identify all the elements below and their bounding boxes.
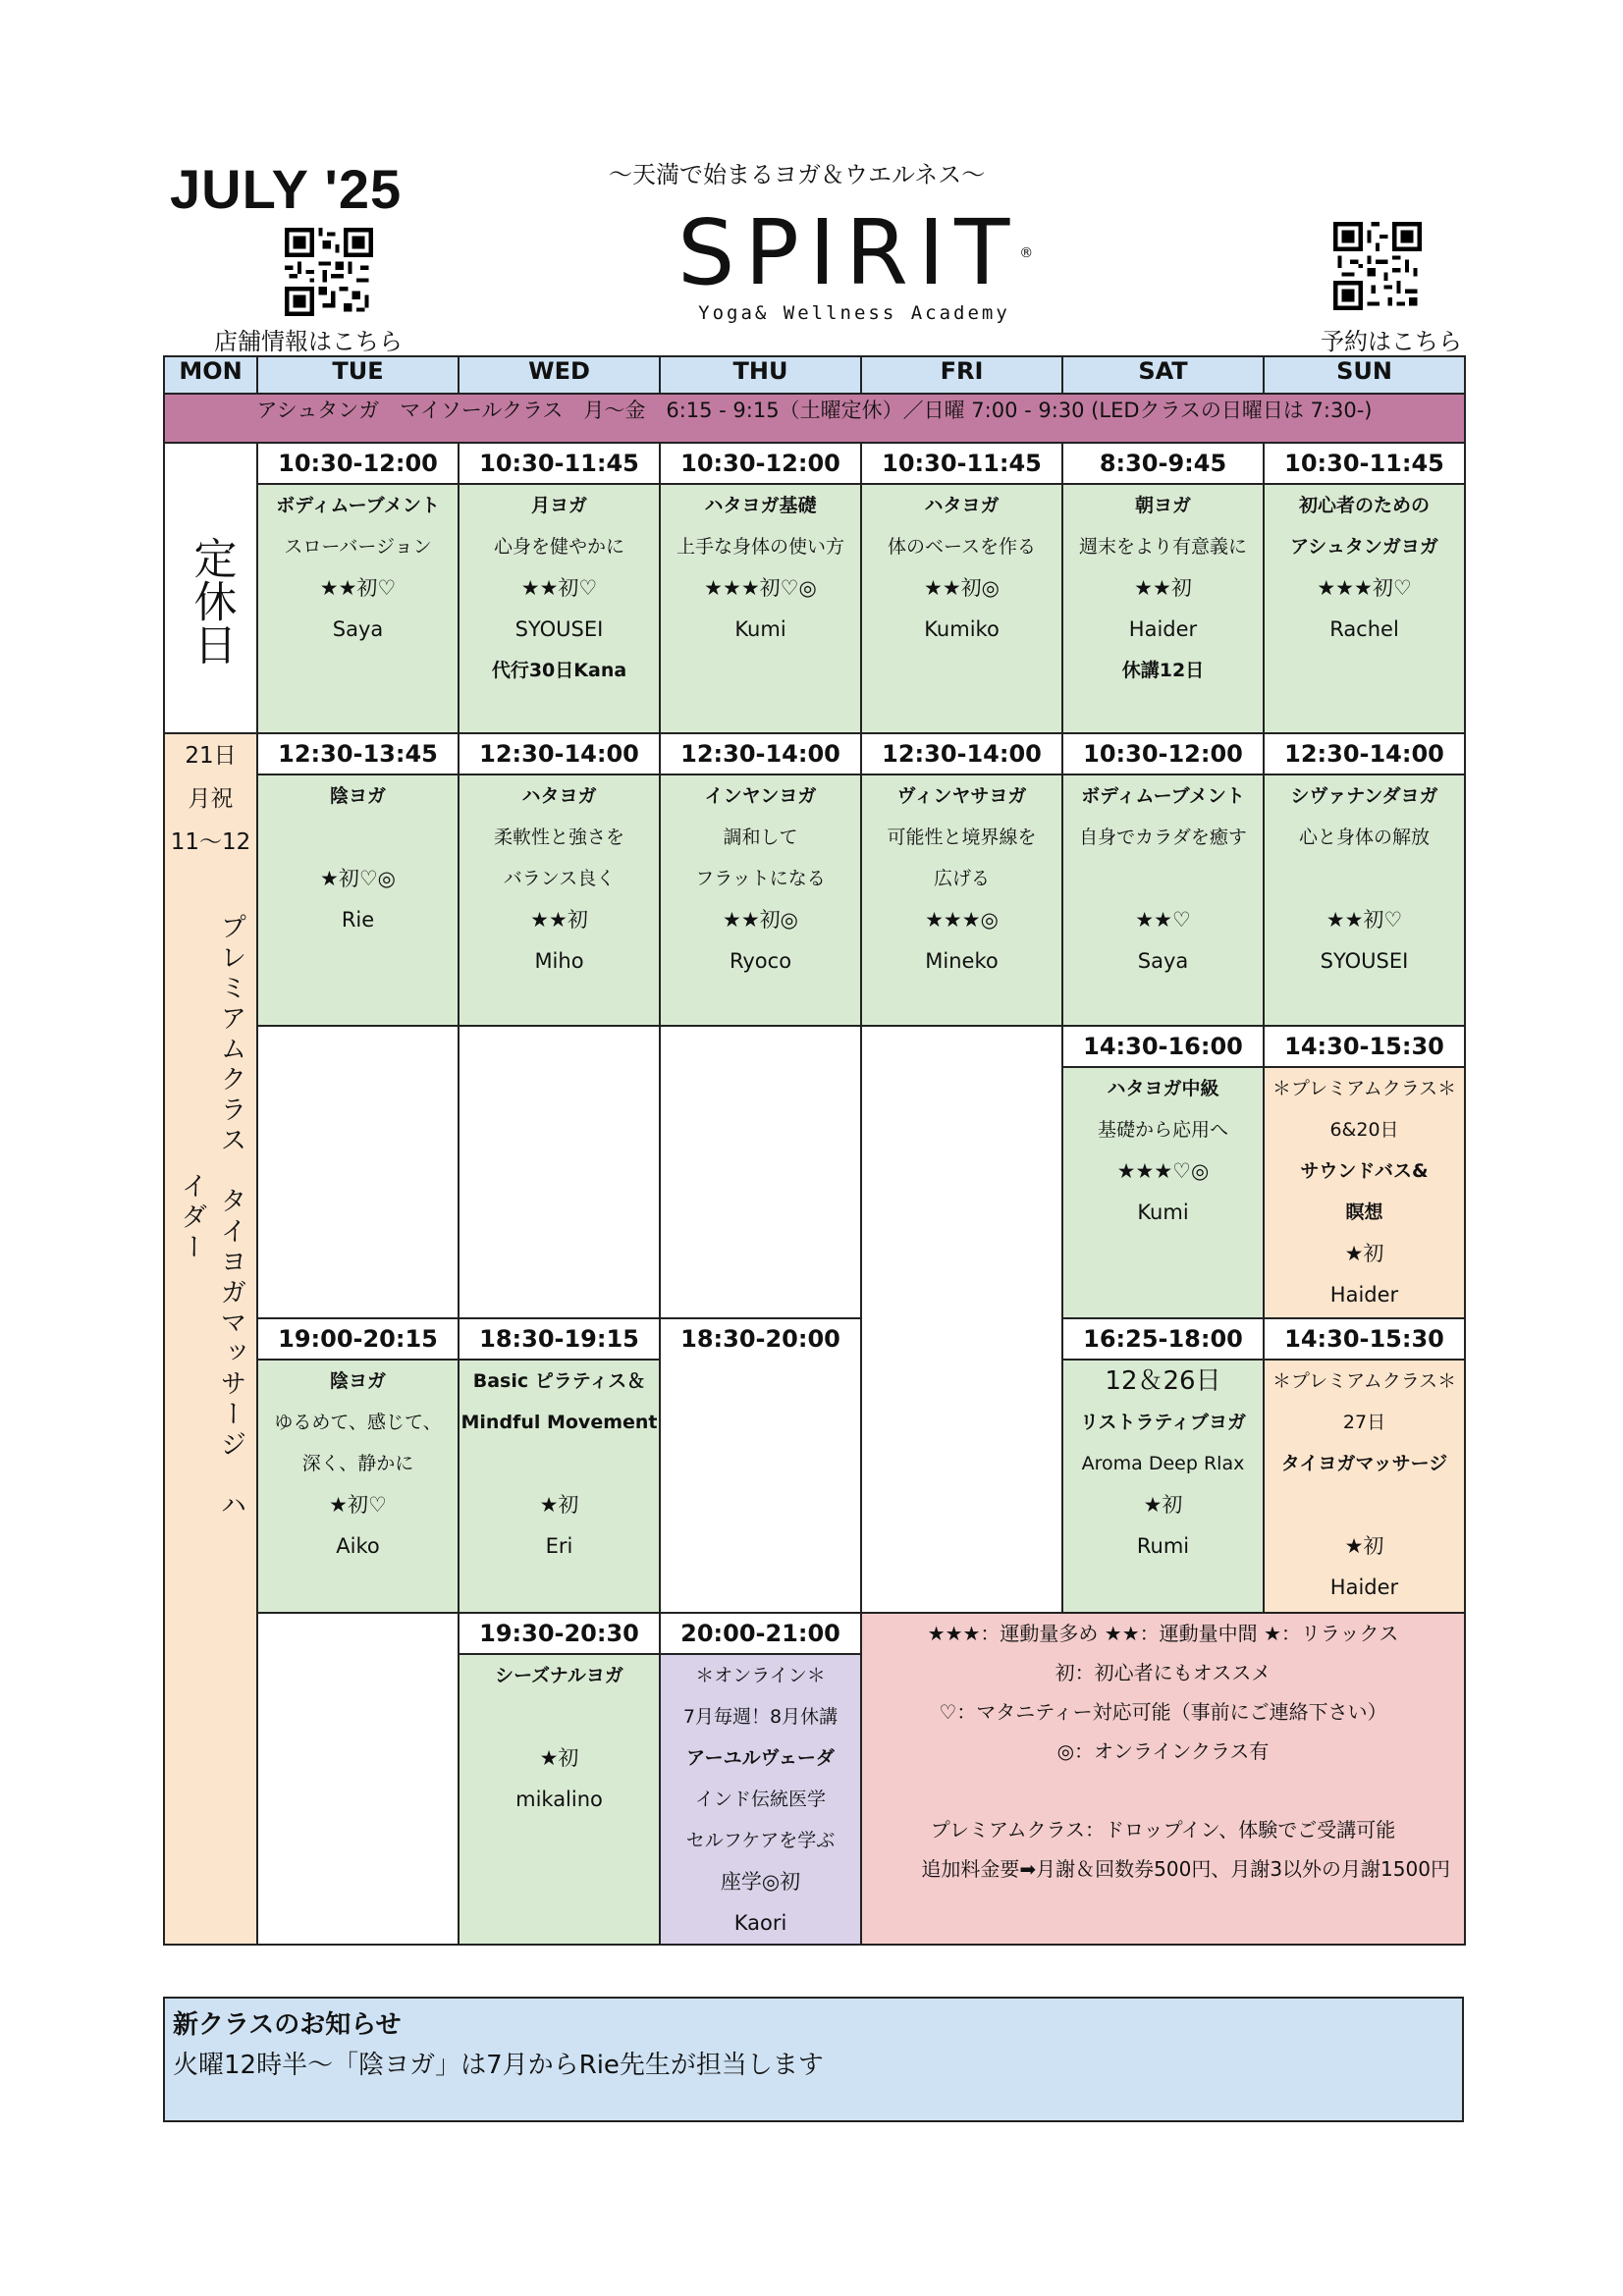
class-description: 基礎から応用へ bbox=[1097, 1119, 1228, 1141]
premium-tag: ＊プレミアムクラス＊ bbox=[1271, 1078, 1457, 1099]
day-header-mon: MON bbox=[164, 356, 257, 394]
class-time: 12:30-14:00 bbox=[661, 734, 860, 775]
class-teacher: Rachel bbox=[1329, 617, 1399, 641]
class-note: 休講12日 bbox=[1121, 660, 1205, 681]
class-level: ★初♡◎ bbox=[320, 867, 396, 890]
class-time: 10:30-12:00 bbox=[1063, 734, 1263, 775]
class-teacher: Haider bbox=[1329, 1575, 1399, 1599]
class-title: アーユルヴェーダ bbox=[686, 1747, 835, 1769]
class-time: 14:30-15:30 bbox=[1265, 1319, 1464, 1361]
class-slot[interactable] bbox=[660, 1318, 861, 1613]
class-title: ハタヨガ中級 bbox=[1107, 1078, 1219, 1099]
empty-slot bbox=[660, 1026, 861, 1318]
class-title: インヤンヨガ bbox=[704, 785, 817, 807]
class-title: 陰ヨガ bbox=[329, 785, 386, 807]
monday-closed-cell bbox=[164, 443, 257, 733]
class-level: ★初♡ bbox=[329, 1493, 387, 1517]
class-level: ★初 bbox=[1344, 1242, 1384, 1265]
class-teacher: Saya bbox=[1137, 949, 1189, 973]
class-note: 7月毎週！8月休講 bbox=[682, 1706, 839, 1728]
store-info-label: 店舗情報はこちら bbox=[214, 328, 403, 355]
class-description: インド伝統医学 bbox=[694, 1789, 826, 1810]
class-time: 12:30-14:00 bbox=[1265, 734, 1464, 775]
new-class-notice bbox=[163, 1997, 1464, 2122]
class-level: ★★初♡ bbox=[520, 576, 598, 600]
reservation-label: 予約はこちら bbox=[1321, 328, 1462, 355]
day-header-sun: SUN bbox=[1264, 356, 1465, 394]
class-time: 18:30-20:00 bbox=[661, 1319, 860, 1359]
notice-title: 新クラスのお知らせ bbox=[173, 2010, 402, 2040]
class-time: 20:00-21:00 bbox=[661, 1614, 860, 1655]
schedule-row-evening bbox=[164, 1318, 1465, 1613]
class-description: 柔軟性と強さを bbox=[493, 827, 624, 848]
class-title: ハタヨガ基礎 bbox=[704, 495, 817, 516]
legend-item: プレミアムクラス：ドロップイン、体験でご受講可能 bbox=[930, 1818, 1396, 1842]
notice-message: 火曜12時半〜「陰ヨガ」は7月からRie先生が担当します bbox=[173, 2051, 824, 2080]
month-title: JULY '25 bbox=[170, 158, 403, 220]
legend-item: 追加料金要➡月謝＆回数券500円、月謝3以外の月謝1500円 bbox=[876, 1857, 1450, 1881]
class-title: 初心者のための bbox=[1298, 495, 1430, 516]
class-level: ★★★◎ bbox=[925, 908, 999, 932]
class-level: ★★★♡◎ bbox=[1116, 1159, 1210, 1183]
class-slot[interactable] bbox=[1264, 443, 1465, 733]
class-dates: 27日 bbox=[1342, 1412, 1386, 1433]
class-time: 10:30-11:45 bbox=[460, 444, 659, 485]
class-teacher: mikalino bbox=[515, 1788, 603, 1811]
class-teacher: Kumiko bbox=[924, 617, 1000, 641]
class-time: 10:30-12:00 bbox=[661, 444, 860, 485]
schedule-row-midday bbox=[164, 733, 1465, 1026]
monday-note-date: 21日 bbox=[185, 743, 237, 769]
class-dates: 12＆26日 bbox=[1105, 1366, 1221, 1396]
class-teacher: SYOUSEI bbox=[514, 617, 604, 641]
class-title: ハタヨガ bbox=[924, 495, 1000, 516]
class-description: 可能性と境界線を bbox=[887, 827, 1037, 848]
class-description: 心と身体の解放 bbox=[1298, 827, 1430, 848]
class-description: 上手な身体の使い方 bbox=[676, 536, 844, 558]
class-slot[interactable] bbox=[257, 733, 459, 1026]
reservation-qr-code-icon[interactable] bbox=[1333, 222, 1422, 310]
class-time: 14:30-15:30 bbox=[1265, 1027, 1464, 1068]
weekly-schedule-table bbox=[163, 355, 1466, 1946]
class-teacher: Ryoco bbox=[729, 949, 792, 973]
class-time: 19:00-20:15 bbox=[258, 1319, 458, 1361]
class-slot[interactable] bbox=[459, 733, 660, 1026]
class-slot[interactable] bbox=[1062, 1318, 1264, 1613]
day-header-thu: THU bbox=[660, 356, 861, 394]
class-level: ★★★初♡◎ bbox=[704, 576, 817, 600]
class-time: 12:30-14:00 bbox=[460, 734, 659, 775]
class-title: シーズナルヨガ bbox=[495, 1665, 623, 1686]
store-qr-code-icon[interactable] bbox=[285, 228, 373, 316]
class-title: 陰ヨガ bbox=[329, 1370, 386, 1392]
class-dates: 6&20日 bbox=[1329, 1119, 1399, 1141]
class-time: 12:30-13:45 bbox=[258, 734, 458, 775]
day-header-row bbox=[164, 356, 1465, 394]
legend-item: ◎：オンラインクラス有 bbox=[1056, 1739, 1270, 1763]
class-teacher: Miho bbox=[534, 949, 584, 973]
class-level: ★★初◎ bbox=[723, 908, 798, 932]
empty-slot bbox=[257, 1613, 459, 1945]
class-title: ハタヨガ bbox=[521, 785, 597, 807]
class-title: 瞑想 bbox=[1345, 1201, 1383, 1223]
class-description: ゆるめて、感じて、 bbox=[274, 1412, 442, 1433]
legend-item: ♡：マタニティー対応可能（事前にご連絡下さい） bbox=[939, 1700, 1387, 1724]
class-description: 広げる bbox=[933, 868, 990, 889]
class-description: セルフケアを学ぶ bbox=[685, 1830, 836, 1851]
class-level: ★★初 bbox=[530, 908, 588, 932]
premium-class-slot[interactable] bbox=[1264, 1026, 1465, 1318]
class-teacher: Kaori bbox=[733, 1911, 787, 1935]
class-time: 16:25-18:00 bbox=[1063, 1319, 1263, 1361]
class-title: リストラティブヨガ bbox=[1079, 1412, 1247, 1433]
class-slot[interactable] bbox=[459, 1613, 660, 1945]
class-level: ★初 bbox=[539, 1746, 579, 1770]
class-slot[interactable] bbox=[861, 443, 1062, 733]
class-description: 自身でカラダを癒す bbox=[1079, 827, 1247, 848]
class-title: ヴィンヤサヨガ bbox=[896, 785, 1027, 807]
class-slot[interactable] bbox=[459, 443, 660, 733]
class-slot[interactable] bbox=[1264, 733, 1465, 1026]
class-teacher: Kumi bbox=[1137, 1201, 1189, 1224]
class-slot[interactable] bbox=[660, 733, 861, 1026]
class-title: ボディムーブメント bbox=[1081, 785, 1245, 807]
class-level: ★★初♡ bbox=[319, 576, 397, 600]
class-time: 10:30-11:45 bbox=[1265, 444, 1464, 485]
monday-note-holiday: 月祝 bbox=[188, 786, 234, 812]
day-header-wed: WED bbox=[459, 356, 660, 394]
class-time: 10:30-12:00 bbox=[258, 444, 458, 485]
class-slot[interactable] bbox=[257, 443, 459, 733]
class-teacher: Aiko bbox=[336, 1534, 380, 1558]
monday-note-time: 11〜12 bbox=[170, 829, 251, 855]
premium-tag: ＊プレミアムクラス＊ bbox=[1271, 1370, 1457, 1392]
logo-subtitle: Yoga& Wellness Academy bbox=[698, 302, 1010, 324]
class-title: サウンドバス& bbox=[1300, 1160, 1429, 1182]
class-time: 18:30-19:15 bbox=[460, 1319, 659, 1361]
class-description: アシュタンガヨガ bbox=[1290, 536, 1438, 558]
class-level: ★初 bbox=[1143, 1493, 1183, 1517]
tagline: 〜天満で始まるヨガ＆ウエルネス〜 bbox=[609, 161, 986, 188]
class-time: 14:30-16:00 bbox=[1063, 1027, 1263, 1068]
class-level: ★★初♡ bbox=[1325, 908, 1403, 932]
class-level: ★初 bbox=[539, 1493, 579, 1517]
class-slot[interactable] bbox=[257, 1318, 459, 1613]
legend-box bbox=[861, 1613, 1465, 1945]
class-note: 代行30日Kana bbox=[491, 660, 627, 681]
legend-item: 初：初心者にもオススメ bbox=[1055, 1661, 1271, 1684]
legend-item bbox=[862, 1771, 1464, 1810]
class-slot[interactable] bbox=[861, 733, 1062, 1026]
class-teacher: Kumi bbox=[734, 617, 786, 641]
class-slot[interactable] bbox=[1062, 733, 1264, 1026]
closed-day-label: 定休日 bbox=[186, 536, 237, 666]
schedule-row-morning bbox=[164, 443, 1465, 733]
class-slot[interactable] bbox=[1062, 443, 1264, 733]
class-description: 深く、静かに bbox=[301, 1453, 414, 1474]
class-teacher: Saya bbox=[332, 617, 384, 641]
class-slot[interactable] bbox=[459, 1318, 660, 1613]
monday-premium-cell bbox=[164, 733, 257, 1945]
class-level: 座学◎初 bbox=[720, 1870, 801, 1894]
schedule-row-night bbox=[164, 1613, 1465, 1945]
class-description: 調和して bbox=[723, 827, 798, 848]
class-teacher: Rie bbox=[341, 908, 375, 932]
class-title: Mindful Movement bbox=[460, 1412, 658, 1433]
class-level: ★★★初♡ bbox=[1317, 576, 1412, 600]
day-header-fri: FRI bbox=[861, 356, 1062, 394]
class-description: 心身を健やかに bbox=[493, 536, 624, 558]
day-header-sat: SAT bbox=[1062, 356, 1264, 394]
class-teacher: Mineko bbox=[925, 949, 999, 973]
class-time: 8:30-9:45 bbox=[1063, 444, 1263, 485]
monday-premium-class: プレミアムクラス タイヨガマッサージ ハイダー bbox=[176, 913, 246, 1522]
class-description: Aroma Deep Rlax bbox=[1081, 1453, 1245, 1474]
class-level: ★初 bbox=[1344, 1534, 1384, 1558]
class-title: Basic ピラティス＆ bbox=[472, 1370, 646, 1392]
class-teacher: Rumi bbox=[1136, 1534, 1190, 1558]
class-title: タイヨガマッサージ bbox=[1280, 1453, 1448, 1474]
empty-slot bbox=[459, 1026, 660, 1318]
class-title: ボディムーブメント bbox=[276, 495, 440, 516]
ashtanga-banner-row bbox=[164, 394, 1465, 443]
online-tag: ＊オンライン＊ bbox=[695, 1665, 826, 1686]
class-level: ★★♡ bbox=[1135, 908, 1191, 932]
online-class-slot[interactable] bbox=[660, 1613, 861, 1945]
legend-item: ★★★：運動量多め ★★：運動量中間 ★：リラックス bbox=[927, 1622, 1399, 1645]
class-description: 週末をより有意義に bbox=[1078, 536, 1247, 558]
class-level: ★★初 bbox=[1134, 576, 1192, 600]
class-description: 体のベースを作る bbox=[887, 536, 1037, 558]
class-time: 19:30-20:30 bbox=[460, 1614, 659, 1655]
class-level: ★★初◎ bbox=[924, 576, 1000, 600]
class-time: 10:30-11:45 bbox=[862, 444, 1061, 485]
class-time: 12:30-14:00 bbox=[862, 734, 1061, 775]
empty-slot bbox=[257, 1026, 459, 1318]
class-description: スローバージョン bbox=[284, 536, 432, 558]
class-title: シヴァナンダヨガ bbox=[1290, 785, 1438, 807]
logo-text: SPIRIT bbox=[677, 200, 1020, 305]
registered-mark: ® bbox=[1019, 245, 1044, 261]
class-title: 月ヨガ bbox=[530, 495, 587, 516]
empty-slot bbox=[861, 1026, 1062, 1613]
schedule-row-afternoon bbox=[164, 1026, 1465, 1318]
class-teacher: Eri bbox=[545, 1534, 573, 1558]
class-slot[interactable] bbox=[660, 443, 861, 733]
class-slot[interactable] bbox=[1062, 1026, 1264, 1318]
class-description: バランス良く bbox=[503, 868, 616, 889]
class-description: フラットになる bbox=[695, 868, 826, 889]
class-title: 朝ヨガ bbox=[1134, 495, 1191, 516]
premium-class-slot[interactable] bbox=[1264, 1318, 1465, 1613]
day-header-tue: TUE bbox=[257, 356, 459, 394]
class-teacher: Haider bbox=[1329, 1283, 1399, 1307]
class-teacher: SYOUSEI bbox=[1320, 949, 1409, 973]
spirit-logo bbox=[677, 200, 1044, 324]
class-teacher: Haider bbox=[1128, 617, 1198, 641]
ashtanga-banner: アシュタンガ マイソールクラス 月〜金 6:15 - 9:15（土曜定休）／日曜 7:00 - 9:30 (LEDクラスの日曜日は 7:30-) bbox=[164, 394, 1465, 443]
